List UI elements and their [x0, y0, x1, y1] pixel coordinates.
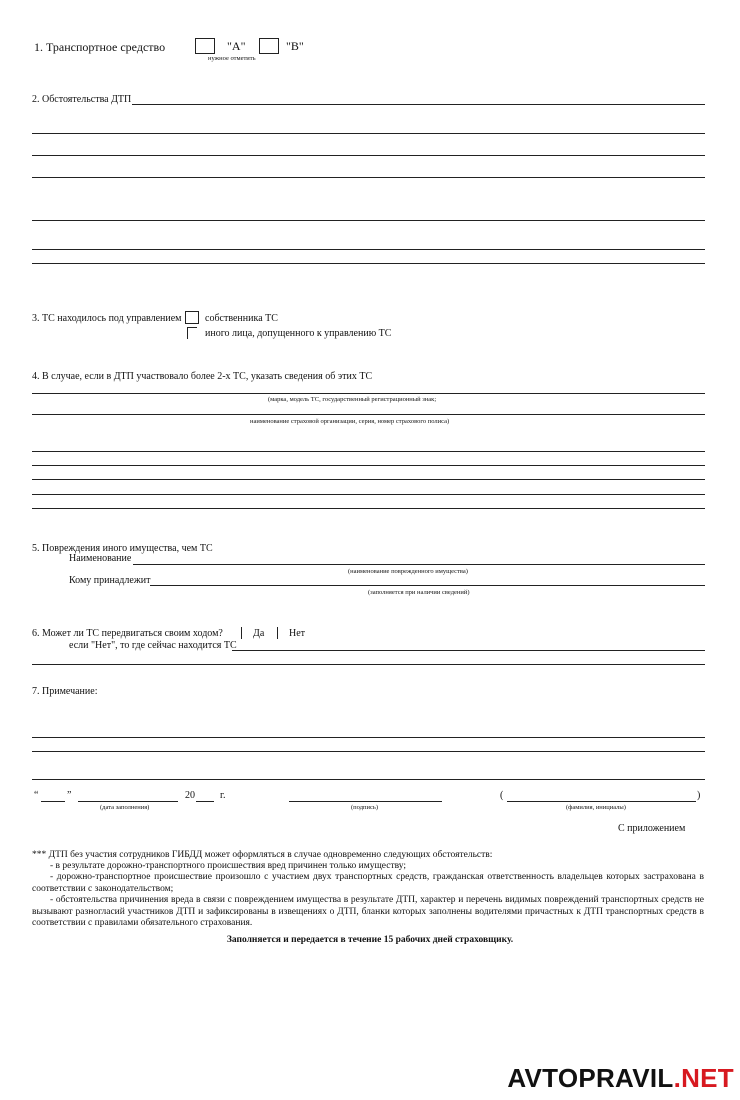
name-hint: (фамилия, инициалы): [566, 804, 626, 811]
option-a-label: "А": [227, 39, 246, 53]
other-vehicles-line[interactable]: [32, 414, 705, 415]
circumstances-line[interactable]: [32, 220, 705, 221]
insurer-info-hint: наименование страховой организации, серия, номер страхового полиса): [250, 418, 450, 425]
vehicle-label: 1. Транспортное средство: [34, 40, 166, 54]
attachment-label: С приложением: [618, 823, 686, 834]
circumstances-line[interactable]: [32, 155, 705, 156]
checkbox-a[interactable]: [195, 38, 215, 54]
circumstances-line[interactable]: [32, 263, 705, 264]
quote-close: ”: [67, 790, 72, 801]
signature-hint: (подпись): [351, 804, 378, 811]
notes-line[interactable]: [32, 751, 705, 752]
notes-line[interactable]: [32, 779, 705, 780]
paren-close: ): [697, 790, 701, 801]
checkbox-yes[interactable]: [241, 627, 242, 639]
day-field[interactable]: [41, 801, 65, 802]
paren-open: (: [500, 790, 504, 801]
circumstances-line[interactable]: [32, 249, 705, 250]
property-owner-hint: (заполняется при наличии сведений): [368, 589, 470, 596]
logo-part-1: AVTOPRAVIL: [507, 1063, 674, 1093]
other-vehicles-label: 4. В случае, если в ДТП участвовало более 2-х ТС, указать сведения об этих ТС: [32, 371, 373, 382]
property-owner-line[interactable]: [150, 585, 705, 586]
month-field[interactable]: [78, 801, 178, 802]
other-vehicles-line[interactable]: [32, 479, 705, 480]
full-name-field[interactable]: [507, 801, 696, 802]
property-name-line[interactable]: [133, 564, 705, 565]
vehicle-location-line[interactable]: [32, 664, 705, 665]
yes-label: Да: [253, 628, 265, 639]
checkbox-b[interactable]: [259, 38, 279, 54]
other-vehicles-line[interactable]: [32, 465, 705, 466]
footnote-intro: *** ДТП без участия сотрудников ГИБДД может оформляться в случае одновременно следующих обстоятельств:: [32, 850, 493, 860]
circumstances-line[interactable]: [32, 133, 705, 134]
footnote-item-2: - дорожно-транспортное происшествие произошло с участием двух транспортных средств, гражданская ответственность владельцев которых застрахована в соответствии с законодательством;: [32, 872, 704, 894]
site-logo: [507, 1063, 734, 1094]
date-hint: (дата заполнения): [100, 804, 150, 811]
driver-label: 3. ТС находилось под управлением: [32, 313, 182, 324]
checkbox-owner[interactable]: [185, 311, 199, 324]
checkbox-no[interactable]: [277, 627, 278, 639]
logo-part-2: .NET: [673, 1063, 734, 1093]
circumstances-line[interactable]: [132, 104, 705, 105]
quote-open: “: [34, 790, 39, 801]
property-name-hint: (наименование поврежденного имущества): [348, 568, 468, 575]
vehicle-info-hint: (марка, модель ТС, государственный регистрационный знак;: [268, 396, 437, 403]
circumstances-line[interactable]: [32, 177, 705, 178]
deadline-note: Заполняется и передается в течение 15 рабочих дней страховщику.: [226, 935, 514, 945]
vehicle-location-line[interactable]: [232, 650, 705, 651]
option-b-label: "В": [286, 39, 304, 53]
notes-line[interactable]: [32, 737, 705, 738]
no-label: Нет: [289, 628, 306, 639]
property-owner-label: Кому принадлежит: [69, 575, 151, 586]
circumstances-label: 2. Обстоятельства ДТП: [32, 94, 132, 105]
checkbox-other-driver-top: [187, 327, 197, 328]
other-vehicles-line[interactable]: [32, 508, 705, 509]
property-name-label: Наименование: [69, 553, 132, 564]
signature-field[interactable]: [289, 801, 442, 802]
owner-option-label: собственника ТС: [205, 313, 278, 324]
other-driver-option-label: иного лица, допущенного к управлению ТС: [205, 328, 392, 339]
other-vehicles-line[interactable]: [32, 393, 705, 394]
other-vehicles-line[interactable]: [32, 451, 705, 452]
footnote-item-3: - обстоятельства причинения вреда в связи с повреждением имущества в результате ДТП, характер и перечень видимых повреждений транспортных средств не вызывают разногласий участников ДТП и зафиксированы в извещениях о ДТП, бланки которых заполнены водителями причастных к ДТП транспортных средств в соответствии с правилами обязательного страхования.: [32, 895, 704, 928]
year-suffix: г.: [220, 790, 226, 801]
year-field[interactable]: [196, 801, 214, 802]
footnote-item-1: - в результате дорожно-транспортного происшествия вред причинен только имуществу;: [50, 861, 407, 871]
mark-hint: нужное отметить: [208, 55, 256, 62]
checkbox-other-driver[interactable]: [187, 327, 188, 339]
other-vehicles-line[interactable]: [32, 494, 705, 495]
can-move-label: 6. Может ли ТС передвигаться своим ходом?: [32, 628, 223, 639]
year-prefix: 20: [185, 790, 195, 801]
property-damage-label: 5. Повреждения иного имущества, чем ТС: [32, 543, 213, 554]
vehicle-location-label: если "Нет", то где сейчас находится ТС: [69, 640, 237, 651]
notes-label: 7. Примечание:: [32, 686, 98, 697]
